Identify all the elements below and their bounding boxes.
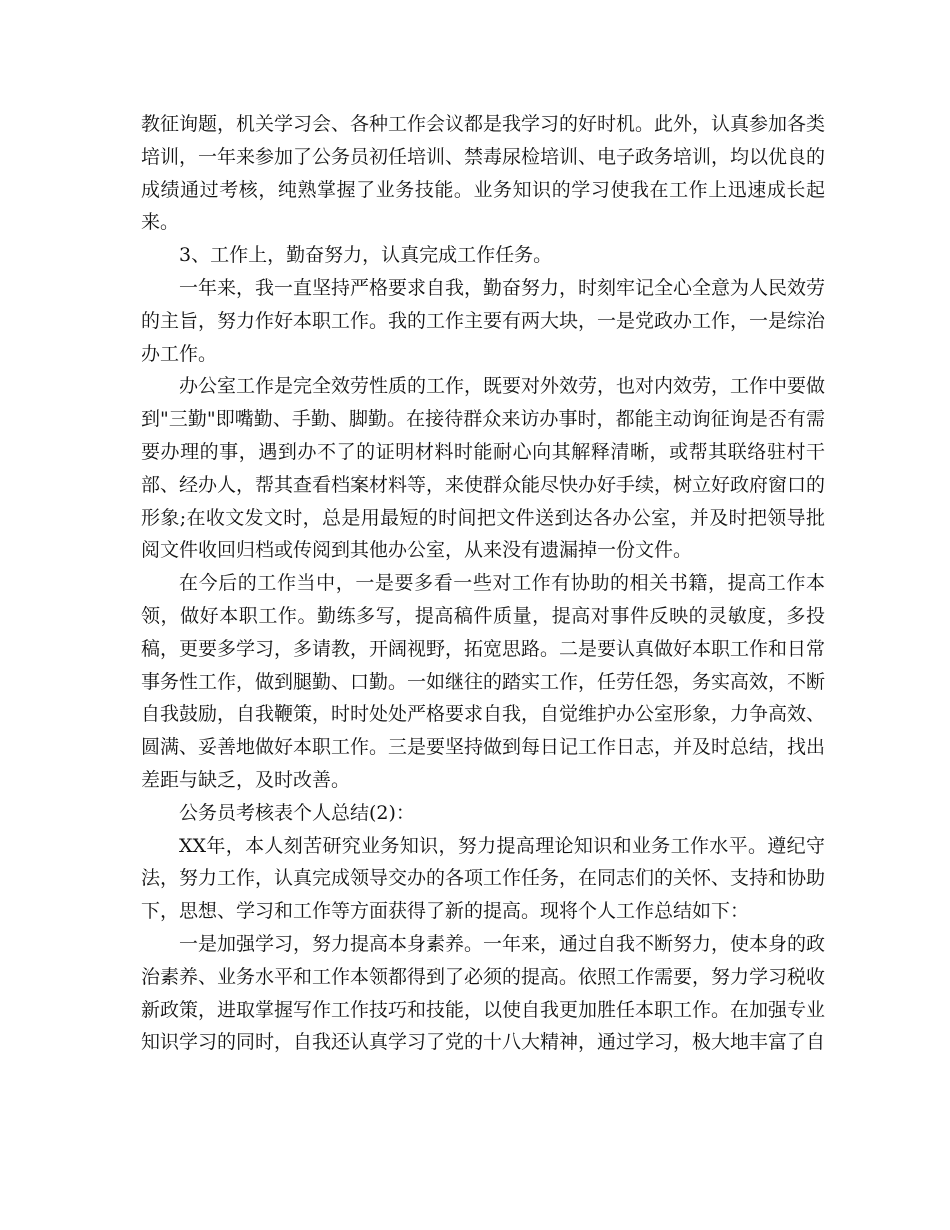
paragraph-work-overview: 一年来，我一直坚持严格要求自我，勤奋努力，时刻牢记全心全意为人民效劳的主旨，努力作好本职工作。我的工作主要有两大块，一是党政办工作，一是综治办工作。 (141, 276, 826, 365)
paragraph-office-work: 办公室工作是完全效劳性质的工作，既要对外效劳，也对内效劳，工作中要做到"三勤"即嘴勤、手勤、脚勤。在接待群众来访办事时，都能主动询征询是否有需要办理的事，遇到办不了的证明材料时能耐心向其解释清晰，或帮其联络驻村干部、经办人，帮其查看档案材料等，来使群众能尽快办好手续，树立好政府窗口的形象;在收文发文时，总是用最短的时间把文件送到达各办公室，并及时把领导批阅文件收回归档或传阅到其他办公室，从来没有遗漏掉一份文件。 (141, 375, 826, 562)
section-heading-work: 3、工作上，勤奋努力，认真完成工作任务。 (179, 244, 553, 267)
paragraph-future-plans: 在今后的工作当中，一是要多看一些对工作有协助的相关书籍，提高工作本领，做好本职工作。勤练多写，提高稿件质量，提高对事件反映的灵敏度，多投稿，更要多学习，多请教，开阔视野，拓宽思路。二是要认真做好本职工作和日常事务性工作，做到腿勤、口勤。一如继往的踏实工作，任劳任怨，务实高效，不断自我鼓励，自我鞭策，时时处处严格要求自我，自觉维护办公室形象，力争高效、圆满、妥善地做好本职工作。三是要坚持做到每日记工作日志，并及时总结，找出差距与缺乏，及时改善。 (141, 572, 826, 791)
document-body (141, 108, 825, 1059)
summary-heading-2: 公务员考核表个人总结(2)： (179, 801, 415, 824)
paragraph-study: 一是加强学习，努力提高本身素养。一年来，通过自我不断努力，使本身的政治素养、业务水平和工作本领都得到了必须的提高。依照工作需要，努力学习税收新政策，进取掌握写作工作技巧和技能，以使自我更加胜任本职工作。在加强专业知识学习的同时，自我还认真学习了党的十八大精神，通过学习，极大地丰富了自 (141, 932, 826, 1054)
paragraph-continuation: 教征询题，机关学习会、各种工作会议都是我学习的好时机。此外，认真参加各类培训，一年来参加了公务员初任培训、禁毒尿检培训、电子政务培训，均以优良的成绩通过考核，纯熟掌握了业务技能。业务知识的学习使我在工作上迅速成长起来。 (141, 113, 826, 234)
paragraph-summary-intro: XX年，本人刻苦研究业务知识，努力提高理论知识和业务工作水平。遵纪守法，努力工作，认真完成领导交办的各项工作任务，在同志们的关怀、支持和协助下，思想、学习和工作等方面获得了新的提高。现将个人工作总结如下： (141, 834, 826, 923)
